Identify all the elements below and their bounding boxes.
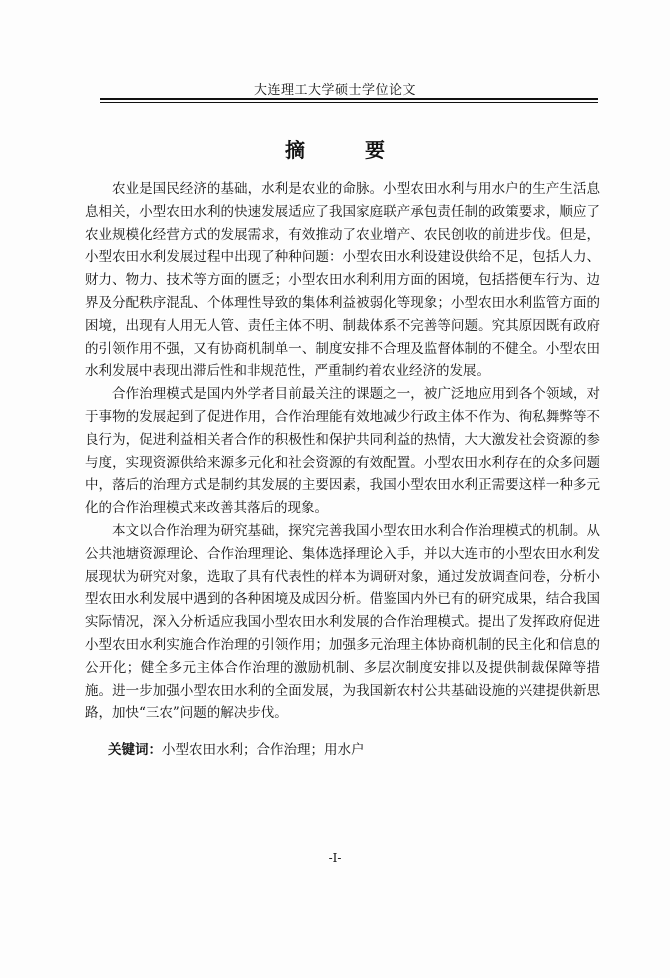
abstract-paragraph-1: 农业是国民经济的基础，水利是农业的命脉。小型农田水利与用水户的生产生活息息相关，小型农田水利的快速发展适应了我国家庭联产承包责任制的政策要求，顺应了农业规模化经营方式的发展需求，有效推动了农业增产、农民创收的前进步伐。但是，小型农田水利发展过程中出现了种种问题：小型农田水利设建设供给不足，包括人力、财力、物力、技术等方面的匮乏；小型农田水利利用方面的困境，包括搭便车行为、边界及分配秩序混乱、个体理性导致的集体利益被弱化等现象；小型农田水利监管方面的困境，出现有人用无人管、责任主体不明、制裁体系不完善等问题。究其原因既有政府的引领作用不强，又有协商机制单一、制度安排不合理及监督体制的不健全。小型农田水利发展中表现出滞后性和非规范性，严重制约着农业经济的发展。: [85, 181, 600, 380]
abstract-title: 摘 要: [285, 138, 405, 162]
keywords-label: 关键词：: [108, 742, 162, 758]
page-number: -I-: [328, 851, 342, 865]
keywords-line: [108, 740, 588, 760]
thesis-header-title: 大连理工大学硕士学位论文: [253, 83, 416, 98]
header-rule-thin: [100, 102, 598, 103]
abstract-paragraph-2: 合作治理模式是国内外学者目前最关注的课题之一，被广泛地应用到各个领域，对于事物的发展起到了促进作用，合作治理能有效地减少行政主体不作为、徇私舞弊等不良行为，促进利益相关者合作的积极性和保护共同利益的热情，大大激发社会资源的参与度，实现资源供给来源多元化和社会资源的有效配置。小型农田水利存在的众多问题中，落后的治理方式是制约其发展的主要因素，我国小型农田水利正需要这样一种多元化的合作治理模式来改善其落后的现象。: [85, 386, 600, 517]
abstract-paragraph-3: 本文以合作治理为研究基础，探究完善我国小型农田水利合作治理模式的机制。从公共池塘资源理论、合作治理理论、集体选择理论入手，并以大连市的小型农田水利发展现状为研究对象，选取了具有代表性的样本为调研对象，通过发放调查问卷，分析小型农田水利发展中遇到的各种困境及成因分析。借鉴国内外已有的研究成果，结合我国实际情况，深入分析适应我国小型农田水利发展的合作治理模式。提出了发挥政府促进小型农田水利实施合作治理的引领作用；加强多元治理主体协商机制的民主化和信息的公开化；健全多元主体合作治理的激励机制、多层次制度安排以及提供制裁保障等措施。进一步加强小型农田水利的全面发展，为我国新农村公共基础设施的兴建提供新思路，加快“三农”问题的解决步伐。: [85, 522, 600, 722]
header-rule-thick: [100, 98, 598, 100]
keywords-value: 小型农田水利；合作治理；用水户: [162, 742, 365, 758]
abstract-body: [85, 178, 600, 725]
